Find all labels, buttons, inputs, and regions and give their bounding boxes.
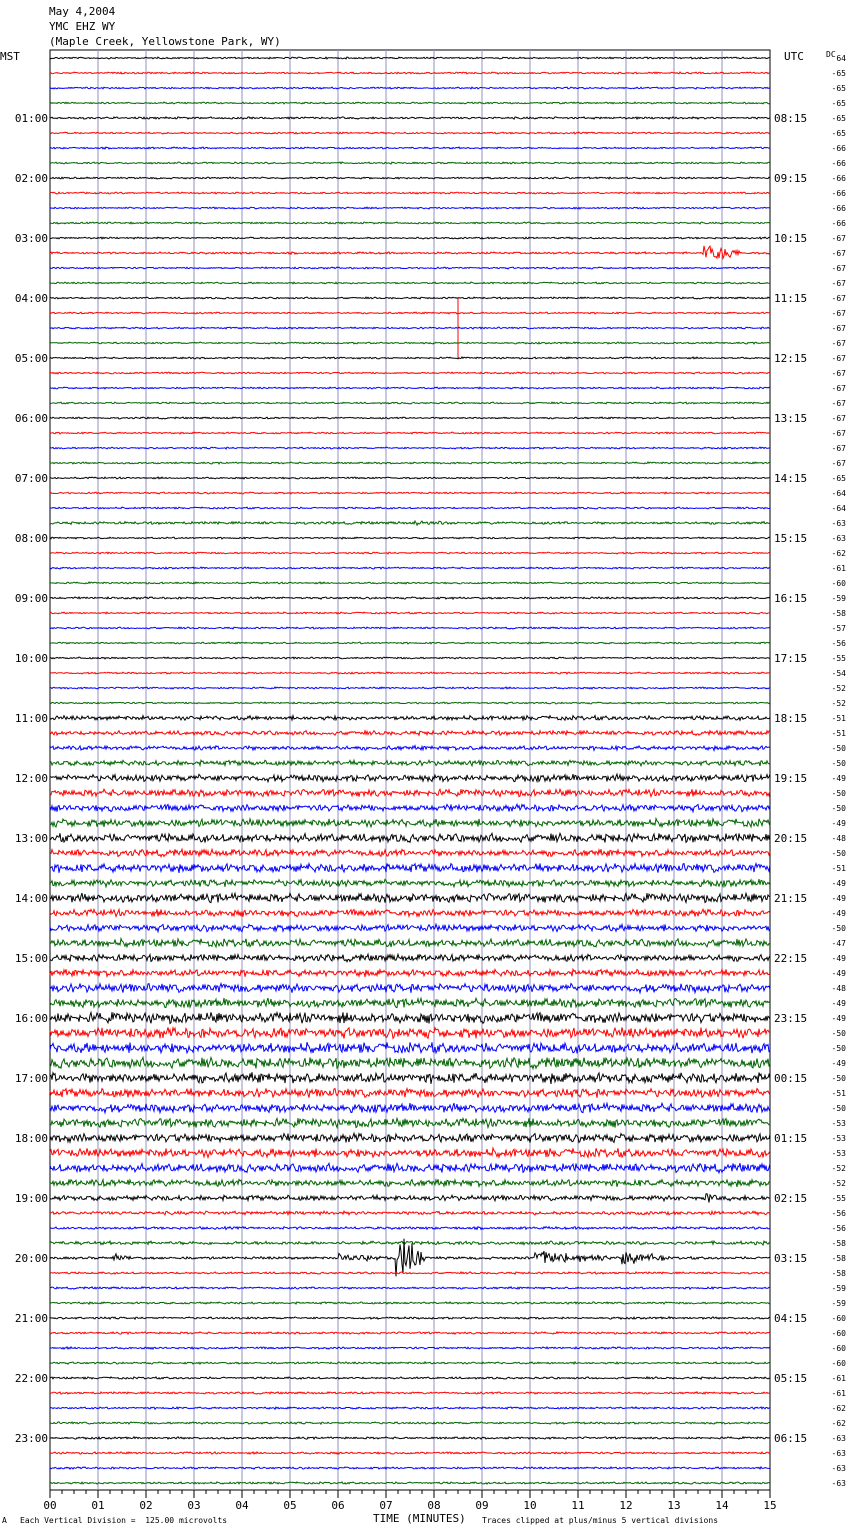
right-hour-label: 13:15 bbox=[774, 412, 808, 425]
dc-label: DC bbox=[826, 50, 836, 59]
right-hour-label: 04:15 bbox=[774, 1312, 808, 1325]
trace-line bbox=[50, 879, 770, 887]
dc-offset-label: -67 bbox=[831, 444, 846, 453]
trace-line bbox=[50, 162, 770, 164]
right-hour-label: 18:15 bbox=[774, 712, 808, 725]
trace-line bbox=[50, 642, 770, 644]
trace-line bbox=[50, 702, 770, 704]
right-hour-label: 23:15 bbox=[774, 1012, 808, 1025]
trace-line bbox=[50, 1211, 770, 1215]
trace-line bbox=[50, 87, 770, 89]
trace-line bbox=[50, 1179, 770, 1187]
trace-line bbox=[50, 863, 770, 873]
right-hour-label: 21:15 bbox=[774, 892, 808, 905]
trace-line bbox=[50, 402, 770, 404]
x-tick-label: 06 bbox=[331, 1499, 345, 1512]
trace-line bbox=[50, 969, 770, 977]
trace-line bbox=[50, 387, 770, 389]
trace-line bbox=[50, 731, 770, 736]
trace-line bbox=[50, 417, 770, 419]
dc-offset-label: -59 bbox=[831, 1299, 846, 1308]
right-hour-label: 08:15 bbox=[774, 112, 808, 125]
right-hour-label: 22:15 bbox=[774, 952, 808, 965]
dc-offset-label: -67 bbox=[831, 249, 846, 258]
left-hour-label: 02:00 bbox=[14, 172, 48, 185]
dc-offset-label: -67 bbox=[831, 384, 846, 393]
dc-offset-label: -66 bbox=[831, 144, 846, 153]
dc-offset-label: -63 bbox=[831, 1434, 846, 1443]
trace-line bbox=[50, 716, 770, 721]
trace-line bbox=[50, 1287, 770, 1289]
trace-line bbox=[50, 507, 770, 509]
dc-offset-label: -58 bbox=[831, 1269, 846, 1278]
dc-offset-label: -57 bbox=[831, 624, 846, 633]
dc-offset-label: -49 bbox=[831, 1059, 846, 1068]
trace-line bbox=[50, 1118, 770, 1127]
trace-line bbox=[50, 521, 770, 525]
trace-line bbox=[50, 432, 770, 434]
right-hour-label: 02:15 bbox=[774, 1192, 808, 1205]
dc-offset-label: -50 bbox=[831, 924, 846, 933]
right-hour-label: 19:15 bbox=[774, 772, 808, 785]
dc-offset-label: -67 bbox=[831, 234, 846, 243]
dc-offset-label: -65 bbox=[831, 114, 846, 123]
x-tick-label: 12 bbox=[619, 1499, 633, 1512]
trace-line bbox=[50, 1272, 770, 1274]
dc-offset-label: -63 bbox=[831, 1449, 846, 1458]
trace-line bbox=[50, 1072, 770, 1084]
left-hour-label: 07:00 bbox=[14, 472, 48, 485]
dc-offset-label: -65 bbox=[831, 84, 846, 93]
right-hour-label: 00:15 bbox=[774, 1072, 808, 1085]
trace-line bbox=[50, 477, 770, 479]
dc-offset-label: -66 bbox=[831, 204, 846, 213]
dc-offset-label: -65 bbox=[831, 69, 846, 78]
trace-line bbox=[50, 177, 770, 179]
x-tick-label: 11 bbox=[571, 1499, 585, 1512]
x-tick-label: 08 bbox=[427, 1499, 441, 1512]
dc-offset-label: -58 bbox=[831, 1254, 846, 1263]
dc-offset-label: -55 bbox=[831, 654, 846, 663]
trace-line bbox=[50, 582, 770, 584]
left-hour-label: 16:00 bbox=[14, 1012, 48, 1025]
dc-offset-label: -56 bbox=[831, 1209, 846, 1218]
dc-offset-label: -50 bbox=[831, 789, 846, 798]
dc-offset-label: -51 bbox=[831, 864, 846, 873]
left-hour-label: 20:00 bbox=[14, 1252, 48, 1265]
x-axis-label: TIME (MINUTES) bbox=[373, 1512, 466, 1525]
trace-line bbox=[50, 672, 770, 674]
trace-line bbox=[50, 1163, 770, 1173]
dc-offset-label: 64 bbox=[836, 54, 846, 63]
x-tick-label: 03 bbox=[187, 1499, 201, 1512]
left-axis-label: MST bbox=[0, 50, 20, 63]
trace-line bbox=[50, 57, 770, 59]
x-tick-label: 15 bbox=[763, 1499, 777, 1512]
right-hour-label: 11:15 bbox=[774, 292, 808, 305]
dc-offset-label: -48 bbox=[831, 834, 846, 843]
left-hour-label: 05:00 bbox=[14, 352, 48, 365]
x-tick-label: 09 bbox=[475, 1499, 489, 1512]
dc-offset-label: -50 bbox=[831, 1029, 846, 1038]
trace-line bbox=[50, 1239, 770, 1277]
trace-line bbox=[50, 267, 770, 269]
trace-line bbox=[50, 789, 770, 797]
dc-offset-label: -60 bbox=[831, 579, 846, 588]
dc-offset-label: -53 bbox=[831, 1134, 846, 1143]
trace-line bbox=[50, 819, 770, 827]
right-hour-label: 01:15 bbox=[774, 1132, 808, 1145]
trace-line bbox=[50, 567, 770, 569]
trace-line bbox=[50, 1012, 770, 1023]
left-hour-label: 18:00 bbox=[14, 1132, 48, 1145]
dc-offset-label: -67 bbox=[831, 264, 846, 273]
dc-offset-label: -67 bbox=[831, 369, 846, 378]
trace-line bbox=[50, 552, 770, 554]
dc-offset-label: -50 bbox=[831, 849, 846, 858]
x-tick-label: 01 bbox=[91, 1499, 105, 1512]
trace-line bbox=[50, 297, 770, 299]
dc-offset-label: -63 bbox=[831, 534, 846, 543]
right-hour-label: 03:15 bbox=[774, 1252, 808, 1265]
dc-offset-label: -60 bbox=[831, 1329, 846, 1338]
dc-offset-label: -52 bbox=[831, 699, 846, 708]
trace-line bbox=[50, 939, 770, 947]
header-date: May 4,2004 bbox=[49, 5, 116, 18]
dc-offset-label: -49 bbox=[831, 909, 846, 918]
dc-offset-label: -47 bbox=[831, 939, 846, 948]
left-hour-label: 01:00 bbox=[14, 112, 48, 125]
dc-offset-label: -63 bbox=[831, 1479, 846, 1488]
dc-offset-label: -67 bbox=[831, 429, 846, 438]
dc-offset-label: -49 bbox=[831, 969, 846, 978]
dc-offset-label: -65 bbox=[831, 99, 846, 108]
trace-line bbox=[50, 357, 770, 359]
trace-line bbox=[50, 72, 770, 74]
trace-line bbox=[50, 893, 770, 903]
left-hour-label: 11:00 bbox=[14, 712, 48, 725]
trace-line bbox=[50, 597, 770, 599]
trace-line bbox=[50, 537, 770, 539]
dc-offset-label: -60 bbox=[831, 1344, 846, 1353]
dc-offset-label: -67 bbox=[831, 294, 846, 303]
dc-offset-label: -61 bbox=[831, 564, 846, 573]
dc-offset-label: -58 bbox=[831, 1239, 846, 1248]
trace-line bbox=[50, 1227, 770, 1230]
right-hour-label: 17:15 bbox=[774, 652, 808, 665]
dc-offset-label: -67 bbox=[831, 354, 846, 363]
trace-line bbox=[50, 998, 770, 1008]
dc-offset-label: -52 bbox=[831, 684, 846, 693]
dc-offset-label: -64 bbox=[831, 489, 846, 498]
trace-line bbox=[50, 312, 770, 314]
dc-offset-label: -51 bbox=[831, 729, 846, 738]
dc-offset-label: -56 bbox=[831, 1224, 846, 1233]
trace-line bbox=[50, 909, 770, 916]
dc-offset-label: -63 bbox=[831, 1464, 846, 1473]
right-hour-label: 12:15 bbox=[774, 352, 808, 365]
dc-offset-label: -61 bbox=[831, 1374, 846, 1383]
right-hour-label: 14:15 bbox=[774, 472, 808, 485]
dc-offset-label: -58 bbox=[831, 609, 846, 618]
right-hour-label: 20:15 bbox=[774, 832, 808, 845]
dc-offset-label: -66 bbox=[831, 189, 846, 198]
trace-line bbox=[50, 612, 770, 614]
clip-note: Traces clipped at plus/minus 5 vertical divisions bbox=[482, 1516, 719, 1525]
dc-offset-label: -67 bbox=[831, 324, 846, 333]
x-tick-label: 05 bbox=[283, 1499, 297, 1512]
trace-line bbox=[50, 222, 770, 224]
left-hour-label: 03:00 bbox=[14, 232, 48, 245]
trace-line bbox=[50, 447, 770, 449]
trace-line bbox=[50, 342, 770, 344]
dc-offset-label: -65 bbox=[831, 474, 846, 483]
dc-offset-label: -60 bbox=[831, 1359, 846, 1368]
dc-offset-label: -52 bbox=[831, 1164, 846, 1173]
trace-line bbox=[50, 833, 770, 842]
trace-line bbox=[50, 237, 770, 239]
right-hour-label: 06:15 bbox=[774, 1432, 808, 1445]
dc-offset-label: -66 bbox=[831, 159, 846, 168]
dc-offset-label: -56 bbox=[831, 639, 846, 648]
trace-line bbox=[50, 246, 770, 258]
dc-offset-label: -67 bbox=[831, 339, 846, 348]
dc-offset-label: -63 bbox=[831, 519, 846, 528]
dc-offset-label: -54 bbox=[831, 669, 846, 678]
trace-line bbox=[50, 462, 770, 464]
trace-line bbox=[50, 1377, 770, 1379]
dc-offset-label: -51 bbox=[831, 1089, 846, 1098]
right-hour-label: 05:15 bbox=[774, 1372, 808, 1385]
trace-line bbox=[50, 657, 770, 659]
trace-line bbox=[50, 117, 770, 119]
dc-offset-label: -48 bbox=[831, 984, 846, 993]
x-tick-label: 02 bbox=[139, 1499, 153, 1512]
trace-line bbox=[50, 954, 770, 962]
dc-offset-label: -53 bbox=[831, 1119, 846, 1128]
trace-line bbox=[50, 1362, 770, 1364]
dc-offset-label: -59 bbox=[831, 594, 846, 603]
x-tick-label: 00 bbox=[43, 1499, 57, 1512]
trace-line bbox=[50, 147, 770, 149]
trace-line bbox=[50, 984, 770, 993]
left-hour-label: 04:00 bbox=[14, 292, 48, 305]
right-hour-label: 09:15 bbox=[774, 172, 808, 185]
left-hour-label: 09:00 bbox=[14, 592, 48, 605]
trace-line bbox=[50, 849, 770, 857]
trace-line bbox=[50, 687, 770, 689]
dc-offset-label: -66 bbox=[831, 174, 846, 183]
trace-line bbox=[50, 282, 770, 284]
dc-offset-label: -64 bbox=[831, 504, 846, 513]
dc-offset-label: -50 bbox=[831, 1104, 846, 1113]
trace-line bbox=[50, 1302, 770, 1304]
trace-line bbox=[50, 627, 770, 629]
trace-line bbox=[50, 1042, 770, 1053]
trace-line bbox=[50, 1148, 770, 1157]
dc-offset-label: -49 bbox=[831, 1014, 846, 1023]
trace-line bbox=[50, 1482, 770, 1484]
x-tick-label: 13 bbox=[667, 1499, 681, 1512]
right-axis-label: UTC bbox=[784, 50, 804, 63]
dc-offset-label: -60 bbox=[831, 1314, 846, 1323]
trace-line bbox=[50, 1241, 770, 1245]
trace-line bbox=[50, 102, 770, 104]
dc-offset-label: -50 bbox=[831, 1074, 846, 1083]
x-tick-label: 14 bbox=[715, 1499, 729, 1512]
right-hour-label: 16:15 bbox=[774, 592, 808, 605]
trace-line bbox=[50, 207, 770, 209]
dc-offset-label: -62 bbox=[831, 1419, 846, 1428]
trace-line bbox=[50, 492, 770, 494]
dc-offset-label: -50 bbox=[831, 1044, 846, 1053]
dc-offset-label: -62 bbox=[831, 549, 846, 558]
left-hour-label: 19:00 bbox=[14, 1192, 48, 1205]
dc-offset-label: -49 bbox=[831, 894, 846, 903]
left-hour-label: 06:00 bbox=[14, 412, 48, 425]
trace-line bbox=[50, 1133, 770, 1142]
trace-line bbox=[50, 372, 770, 374]
corner-mark: A bbox=[2, 1516, 7, 1525]
left-hour-label: 12:00 bbox=[14, 772, 48, 785]
left-hour-label: 14:00 bbox=[14, 892, 48, 905]
dc-offset-label: -49 bbox=[831, 819, 846, 828]
right-hour-label: 15:15 bbox=[774, 532, 808, 545]
trace-line bbox=[50, 1452, 770, 1454]
dc-offset-label: -53 bbox=[831, 1149, 846, 1158]
dc-offset-label: -67 bbox=[831, 414, 846, 423]
trace-line bbox=[50, 804, 770, 811]
trace-line bbox=[50, 1194, 770, 1203]
left-hour-label: 22:00 bbox=[14, 1372, 48, 1385]
trace-line bbox=[50, 1027, 770, 1038]
dc-offset-label: -49 bbox=[831, 999, 846, 1008]
dc-offset-label: -67 bbox=[831, 279, 846, 288]
header-station: YMC EHZ WY bbox=[49, 20, 116, 33]
left-hour-label: 10:00 bbox=[14, 652, 48, 665]
dc-offset-label: -61 bbox=[831, 1389, 846, 1398]
trace-line bbox=[50, 746, 770, 751]
dc-offset-label: -49 bbox=[831, 879, 846, 888]
trace-line bbox=[50, 1422, 770, 1424]
dc-offset-label: -50 bbox=[831, 804, 846, 813]
left-hour-label: 08:00 bbox=[14, 532, 48, 545]
left-hour-label: 17:00 bbox=[14, 1072, 48, 1085]
trace-line bbox=[50, 1407, 770, 1409]
dc-offset-label: -66 bbox=[831, 219, 846, 228]
trace-line bbox=[50, 1437, 770, 1439]
x-tick-label: 10 bbox=[523, 1499, 537, 1512]
dc-offset-label: -49 bbox=[831, 774, 846, 783]
x-tick-label: 07 bbox=[379, 1499, 393, 1512]
dc-offset-label: -52 bbox=[831, 1179, 846, 1188]
dc-offset-label: -67 bbox=[831, 459, 846, 468]
dc-offset-label: -65 bbox=[831, 129, 846, 138]
trace-line bbox=[50, 1467, 770, 1469]
trace-line bbox=[50, 1089, 770, 1098]
dc-offset-label: -67 bbox=[831, 399, 846, 408]
trace-line bbox=[50, 760, 770, 766]
dc-offset-label: -51 bbox=[831, 714, 846, 723]
left-hour-label: 23:00 bbox=[14, 1432, 48, 1445]
trace-line bbox=[50, 1103, 770, 1113]
trace-line bbox=[50, 1332, 770, 1334]
dc-offset-label: -67 bbox=[831, 309, 846, 318]
trace-line bbox=[50, 1392, 770, 1394]
left-hour-label: 21:00 bbox=[14, 1312, 48, 1325]
trace-line bbox=[50, 774, 770, 782]
dc-offset-label: -62 bbox=[831, 1404, 846, 1413]
left-hour-label: 15:00 bbox=[14, 952, 48, 965]
scale-note: Each Vertical Division = 125.00 microvolts bbox=[20, 1516, 228, 1525]
trace-line bbox=[50, 192, 770, 194]
dc-offset-label: -49 bbox=[831, 954, 846, 963]
dc-offset-label: -55 bbox=[831, 1194, 846, 1203]
dc-offset-label: -59 bbox=[831, 1284, 846, 1293]
dc-offset-label: -50 bbox=[831, 744, 846, 753]
header-location: (Maple Creek, Yellowstone Park, WY) bbox=[49, 35, 281, 48]
trace-line bbox=[50, 924, 770, 931]
left-hour-label: 13:00 bbox=[14, 832, 48, 845]
trace-line bbox=[50, 132, 770, 134]
trace-line bbox=[50, 327, 770, 329]
dc-offset-label: -50 bbox=[831, 759, 846, 768]
trace-line bbox=[50, 1347, 770, 1349]
x-tick-label: 04 bbox=[235, 1499, 249, 1512]
trace-line bbox=[50, 1057, 770, 1068]
right-hour-label: 10:15 bbox=[774, 232, 808, 245]
trace-line bbox=[50, 1317, 770, 1319]
